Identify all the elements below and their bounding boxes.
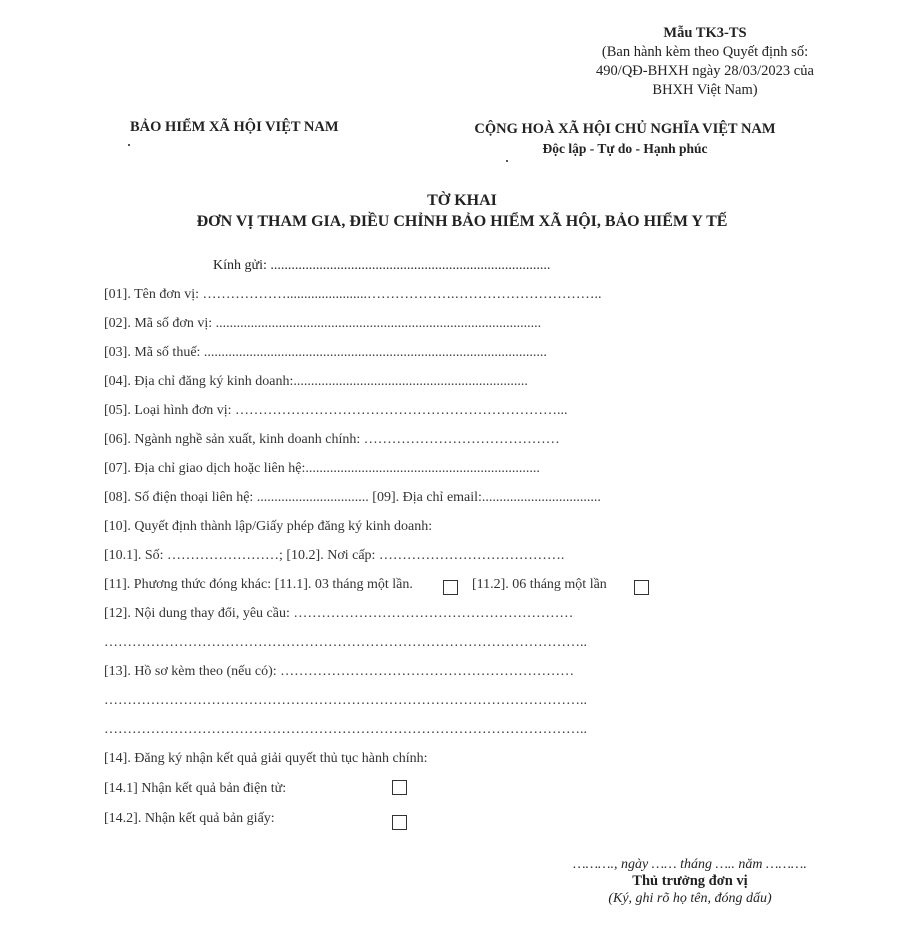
title-main: TỜ KHAI [427,192,497,209]
field-06-main-business[interactable]: [06]. Ngành nghề sản xuất, kinh doanh chính: …………………………………… [104,432,560,447]
field-13-line-2[interactable]: ………………………………………………………………………………………….. [104,693,587,708]
signature-block [540,856,840,907]
field-04-business-address[interactable]: [04]. Địa chỉ đăng ký kinh doanh:................................................................... [104,374,528,389]
field-13-attachments[interactable]: [13]. Hồ sơ kèm theo (nếu có): ……………………………………………………… [104,664,575,679]
checkbox-14-1-electronic[interactable] [392,780,407,795]
signature-date[interactable]: ………., ngày …… tháng ….. năm ………. [573,857,807,872]
field-14-1-electronic-label: [14.1] Nhận kết quả bản điện tử: [104,781,287,796]
field-10-1-2-number-issuer[interactable]: [10.1]. Số: ……………………; [10.2]. Nơi cấp: …………………………………. [104,548,565,563]
document-title [0,190,924,232]
issued-line-2: 490/QĐ-BHXH ngày 28/03/2023 của [596,63,814,79]
field-05-unit-type[interactable]: [05]. Loại hình đơn vị: ……………………………………………………………... [104,403,568,418]
issued-line-1: (Ban hành kèm theo Quyết định số: [601,44,809,60]
field-11-payment-method-label: [11]. Phương thức đóng khác: [11.1]. 03 tháng một lần. [104,577,413,592]
field-11-2-label: [11.2]. 06 tháng một lần [472,577,607,592]
nation-motto: Độc lập - Tự do - Hạnh phúc [542,141,708,156]
stray-dot [128,144,130,146]
checkbox-11-2-semiannual[interactable] [634,580,649,595]
agency-name: BẢO HIỂM XÃ HỘI VIỆT NAM [130,119,339,135]
field-12-change-content[interactable]: [12]. Nội dung thay đổi, yêu cầu: …………………………………………………… [104,606,574,621]
title-sub: ĐƠN VỊ THAM GIA, ĐIỀU CHỈNH BẢO HIỂM XÃ HỘI, BẢO HIỂM Y TẾ [196,213,728,230]
field-01-unit-name[interactable]: [01]. Tên đơn vị: ……………….......................……………….………………………….. [104,287,602,302]
nation-name: CỘNG HOÀ XÃ HỘI CHỦ NGHĨA VIỆT NAM [474,121,776,137]
form-code: Mẫu TK3-TS [663,25,747,41]
field-08-09-phone-email[interactable]: [08]. Số điện thoại liên hệ: ................................ [09]. Địa chỉ email:.................................. [104,490,601,505]
form-code-block [575,24,835,100]
field-03-tax-code[interactable]: [03]. Mã số thuế: .................................................................................................. [104,345,547,360]
field-07-contact-address[interactable]: [07]. Địa chỉ giao dịch hoặc liên hệ:................................................................... [104,461,540,476]
stray-dot [506,160,508,162]
issued-line-3: BHXH Việt Nam) [652,82,758,98]
field-13-line-3[interactable]: ………………………………………………………………………………………….. [104,722,587,737]
checkbox-14-2-paper[interactable] [392,815,407,830]
field-02-unit-code[interactable]: [02]. Mã số đơn vị: ............................................................................................. [104,316,542,331]
checkbox-11-1-quarterly[interactable] [443,580,458,595]
field-12-line-2[interactable]: ………………………………………………………………………………………….. [104,635,587,650]
field-14-result-registration: [14]. Đăng ký nhận kết quả giải quyết thủ tục hành chính: [104,751,428,766]
field-14-2-paper-label: [14.2]. Nhận kết quả bản giấy: [104,811,275,826]
field-10-establishment-decision: [10]. Quyết định thành lập/Giấy phép đăng ký kinh doanh: [104,519,433,534]
signature-note: (Ký, ghi rõ họ tên, đóng dấu) [608,891,772,906]
recipient-field[interactable]: Kính gửi: ................................................................................ [213,258,551,273]
signature-role: Thủ trưởng đơn vị [632,873,748,889]
nation-header [450,119,800,159]
